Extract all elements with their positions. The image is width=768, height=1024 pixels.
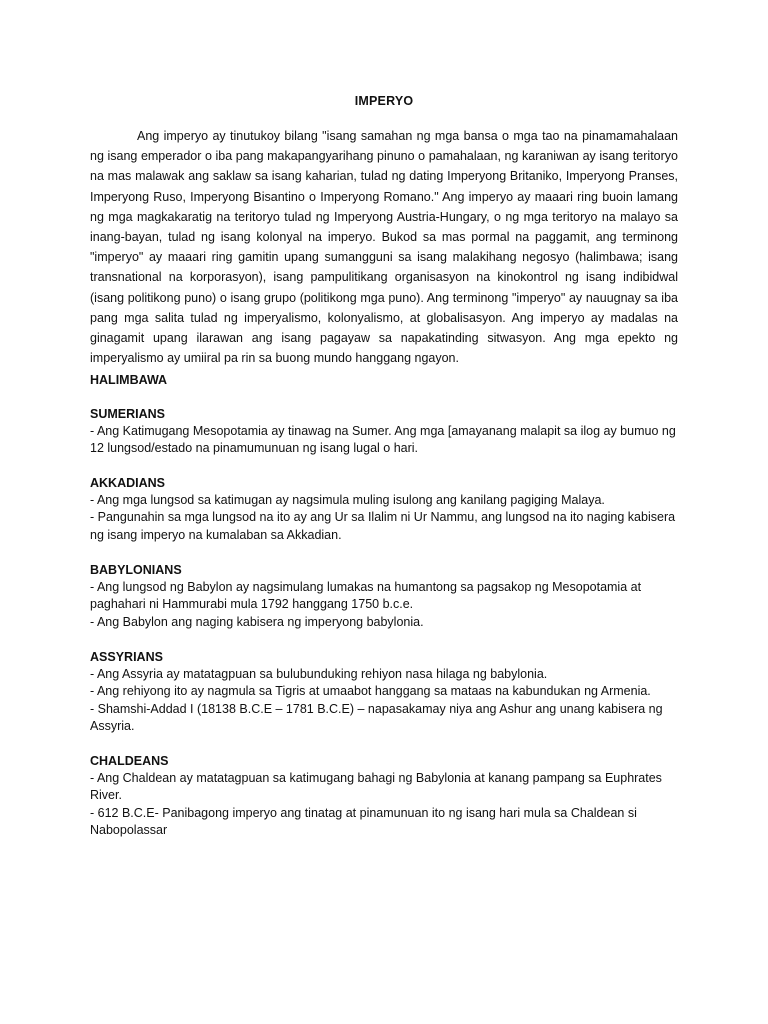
section-heading-assyrians: ASSYRIANS xyxy=(90,650,163,664)
document-title: IMPERYO xyxy=(354,94,414,108)
section-heading-chaldeans: CHALDEANS xyxy=(90,754,169,768)
section-heading-akkadians: AKKADIANS xyxy=(90,476,165,490)
section-body-akkadians xyxy=(90,492,680,544)
section-body-assyrians xyxy=(90,666,680,736)
section-line: - Ang Chaldean ay matatagpuan sa katimugang bahagi ng Babylonia at kanang pampang sa Euphrates River. xyxy=(90,771,662,803)
section-line: - Shamshi-Addad I (18138 B.C.E – 1781 B.C.E) – napasakamay niya ang Ashur ang unang kabisera ng Assyria. xyxy=(90,701,663,734)
section-line: - Ang Katimugang Mesopotamia ay tinawag na Sumer. Ang mga [amayanang malapit sa ilog ay bumuo ng 12 lungsod/estado na pinamumunuan ng isang lugal o hari. xyxy=(90,424,676,456)
section-body-babylonians xyxy=(90,579,680,631)
section-body-sumerians xyxy=(90,423,680,458)
section-line: - Ang lungsod ng Babylon ay nagsimulang lumakas na humantong sa pagsakop ng Mesopotamia at paghahari ni Hammurabi mula 1792 hanggang 1750 b.c.e. xyxy=(90,580,642,612)
section-line: - Ang rehiyong ito ay nagmula sa Tigris at umaabot hanggang sa mataas na kabundukan ng Armenia. xyxy=(90,684,651,699)
examples-heading: HALIMBAWA xyxy=(90,373,168,387)
section-heading-sumerians: SUMERIANS xyxy=(90,407,166,421)
section-line: - Pangunahin sa mga lungsod na ito ay ang Ur sa Ilalim ni Ur Nammu, ang lungsod na ito naging kabisera ng isang imperyo na kumalaban sa Akkadian. xyxy=(90,510,676,542)
section-line: - Ang mga lungsod sa katimugan ay nagsimula muling isulong ang kanilang pagiging Malaya. xyxy=(90,493,605,507)
intro-paragraph: Ang imperyo ay tinutukoy bilang "isang samahan ng mga bansa o mga tao na pinamamahalaan ng isang emperador o iba pang makapangyarihang pinuno o pamahalaan, ng karaniwan ay isang teritoryo na mas malawak ang saklaw sa isang kaharian, tulad ng dating Imperyong Britaniko, Imperyong Pranses, Imperyong Ruso, Imperyong Bisantino o Imperyong Romano." Ang imperyo ay maaari ring buoin lamang ng mga magkakaratig na teritoryo tulad ng Imperyong Austria-Hungary, o ng mga teritoryo na malayo sa inang-bayan, tulad ng isang kolonyal na imperyo. Bukod sa mas pormal na paggamit, ang terminong "imperyo" ay maaari ring gamitin upang sumangguni sa isang malakihang negosyo (halimbawa; isang transnational na korporasyon), isang pampulitikang organisasyon na kinokontrol ng isang indibidwal (isang politikong puno) o isang grupo (politikong mga puno). Ang terminong "imperyo" ay nauugnay sa iba pang mga salita tulad ng imperyalismo, kolonyalismo, at globalisasyon. Ang imperyo ay madalas na ginagamit upang ilarawan ang isang pagayaw sa napakatinding sitwasyon. Ang mga epekto ng imperyalismo ay umiiral pa rin sa buong mundo hanggang ngayon. xyxy=(90,129,678,366)
section-line: - Ang Assyria ay matatagpuan sa bulubunduking rehiyon nasa hilaga ng babylonia. xyxy=(90,667,548,681)
section-heading-babylonians: BABYLONIANS xyxy=(90,563,182,577)
section-line: - 612 B.C.E- Panibagong imperyo ang tinatag at pinamunuan ito ng isang hari mula sa Chaldean si Nabopolassar xyxy=(90,805,637,838)
section-line: - Ang Babylon ang naging kabisera ng imperyong babylonia. xyxy=(90,614,424,629)
section-body-chaldeans xyxy=(90,770,680,840)
